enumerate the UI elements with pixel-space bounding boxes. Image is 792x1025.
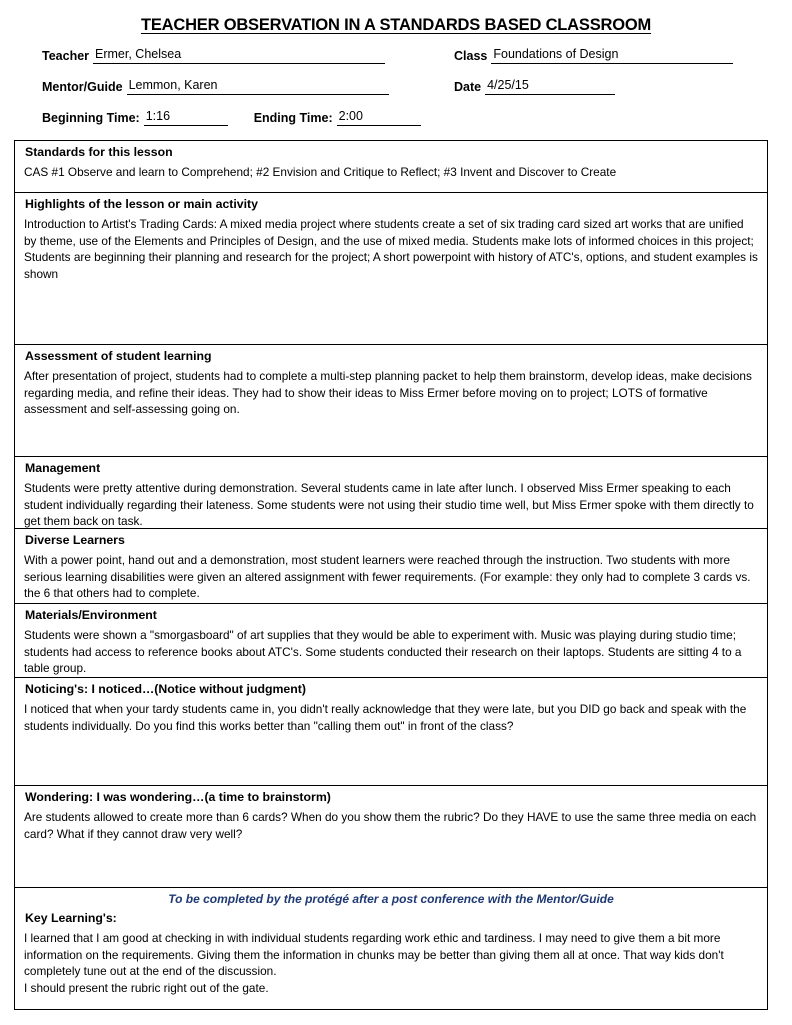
section-standards	[15, 141, 767, 193]
section-key-learnings-heading: Key Learning's:	[25, 911, 117, 925]
beginning-time-field-group	[42, 109, 228, 126]
beginning-time-input[interactable]: 1:16	[144, 109, 228, 126]
section-diverse-learners-heading: Diverse Learners	[25, 533, 125, 547]
section-standards-heading: Standards for this lesson	[25, 145, 173, 159]
class-field-group	[454, 47, 733, 64]
section-materials-environment-heading: Materials/Environment	[25, 608, 157, 622]
section-wondering-body[interactable]: Are students allowed to create more than 6 cards? When do you show them the rubric? Do they HAVE to use the same three media on each card? What if they cannot draw very well?	[24, 810, 757, 841]
section-management	[15, 457, 767, 529]
date-label: Date	[454, 80, 482, 94]
section-standards-body[interactable]: CAS #1 Observe and learn to Comprehend; #2 Envision and Critique to Reflect; #3 Invent and Discover to Create	[24, 165, 617, 179]
mentor-input[interactable]: Lemmon, Karen	[127, 78, 389, 95]
mentor-field-group	[42, 78, 389, 95]
header-fields	[0, 47, 792, 126]
section-highlights-heading: Highlights of the lesson or main activity	[25, 197, 258, 211]
ending-time-field-group	[254, 109, 421, 126]
section-materials-environment-body[interactable]: Students were shown a "smorgasboard" of art supplies that they would be able to experiment with. Music was playing during studio time; students had access to reference books about ATC's. Some students conducted their research on their laptops. Students are sitting 4 to a table group.	[24, 628, 742, 675]
section-assessment-heading: Assessment of student learning	[25, 349, 212, 363]
date-field-group	[454, 78, 615, 95]
ending-time-input[interactable]: 2:00	[337, 109, 421, 126]
ending-time-label: Ending Time:	[253, 111, 333, 125]
section-noticings-heading: Noticing's: I noticed…(Notice without judgment)	[25, 682, 306, 696]
observation-sections-table	[14, 140, 768, 1010]
section-assessment-body[interactable]: After presentation of project, students had to complete a multi-step planning packet to help them brainstorm, develop ideas, make decisions regarding media, and refine their ideas. They had to show their ideas to Miss Ermer before moving on to project; LOTS of formative assessment and self-assessing going on.	[24, 369, 752, 416]
section-noticings	[15, 678, 767, 786]
section-management-body[interactable]: Students were pretty attentive during demonstration. Several students came in late after lunch. I observed Miss Ermer speaking to each student individually regarding their lateness. Some students were not using their studio time well, but Miss Ermer spoke with them directly to get them back on task.	[24, 481, 754, 528]
section-key-learnings-body[interactable]	[15, 927, 767, 1000]
header-row-times	[42, 109, 770, 126]
section-wondering-heading: Wondering: I was wondering…(a time to brainstorm)	[25, 790, 331, 804]
teacher-field-group	[42, 47, 385, 64]
section-key-learnings	[15, 888, 767, 1010]
class-input[interactable]: Foundations of Design	[491, 47, 733, 64]
protege-instruction-banner: To be completed by the protégé after a post conference with the Mentor/Guide	[168, 892, 614, 906]
teacher-input[interactable]: Ermer, Chelsea	[93, 47, 385, 64]
page-title: TEACHER OBSERVATION IN A STANDARDS BASED CLASSROOM	[140, 16, 652, 34]
beginning-time-label: Beginning Time:	[42, 111, 140, 125]
section-assessment	[15, 345, 767, 457]
header-row-mentor-date	[42, 78, 770, 95]
key-learnings-paragraph-2: I should present the rubric right out of the gate.	[24, 980, 269, 995]
section-diverse-learners-body[interactable]: With a power point, hand out and a demonstration, most student learners were reached through the instruction. Two students with more serious learning disabilities were given an altered assignment with fewer requirements. (For example: they only had to complete 3 cards vs. the 6 that others had to complete.	[24, 553, 751, 600]
section-wondering	[15, 786, 767, 888]
section-management-heading: Management	[25, 461, 101, 475]
class-label: Class	[454, 49, 488, 63]
section-highlights-body[interactable]: Introduction to Artist's Trading Cards: A mixed media project where students create a set of six trading card sized art works that are unified by theme, use of the Elements and Principles of Design, and the use of mixed media. Students make lots of informed choices in this project; Students are beginning their planning and research for the project; A short powerpoint with history of ATC's, options, and student examples is shown	[24, 217, 758, 281]
section-materials-environment	[15, 604, 767, 678]
mentor-label: Mentor/Guide	[42, 80, 123, 94]
section-highlights	[15, 193, 767, 345]
section-noticings-body[interactable]: I noticed that when your tardy students came in, you didn't really acknowledge that they were late, but you DID go back and speak with the students individually. Do you find this works better than "calling them out" in front of the class?	[24, 702, 747, 733]
key-learnings-paragraph-1: I learned that I am good at checking in with individual students regarding work ethic and tardiness. I may need to give them a bit more information on the requirements. Giving them the information in chunks may be better than giving them all at once. That way kids don't completely tune out at the end of the discussion.	[24, 931, 724, 978]
header-row-teacher-class	[42, 47, 770, 64]
section-diverse-learners	[15, 529, 767, 604]
date-input[interactable]: 4/25/15	[485, 78, 615, 95]
teacher-label: Teacher	[42, 49, 90, 63]
